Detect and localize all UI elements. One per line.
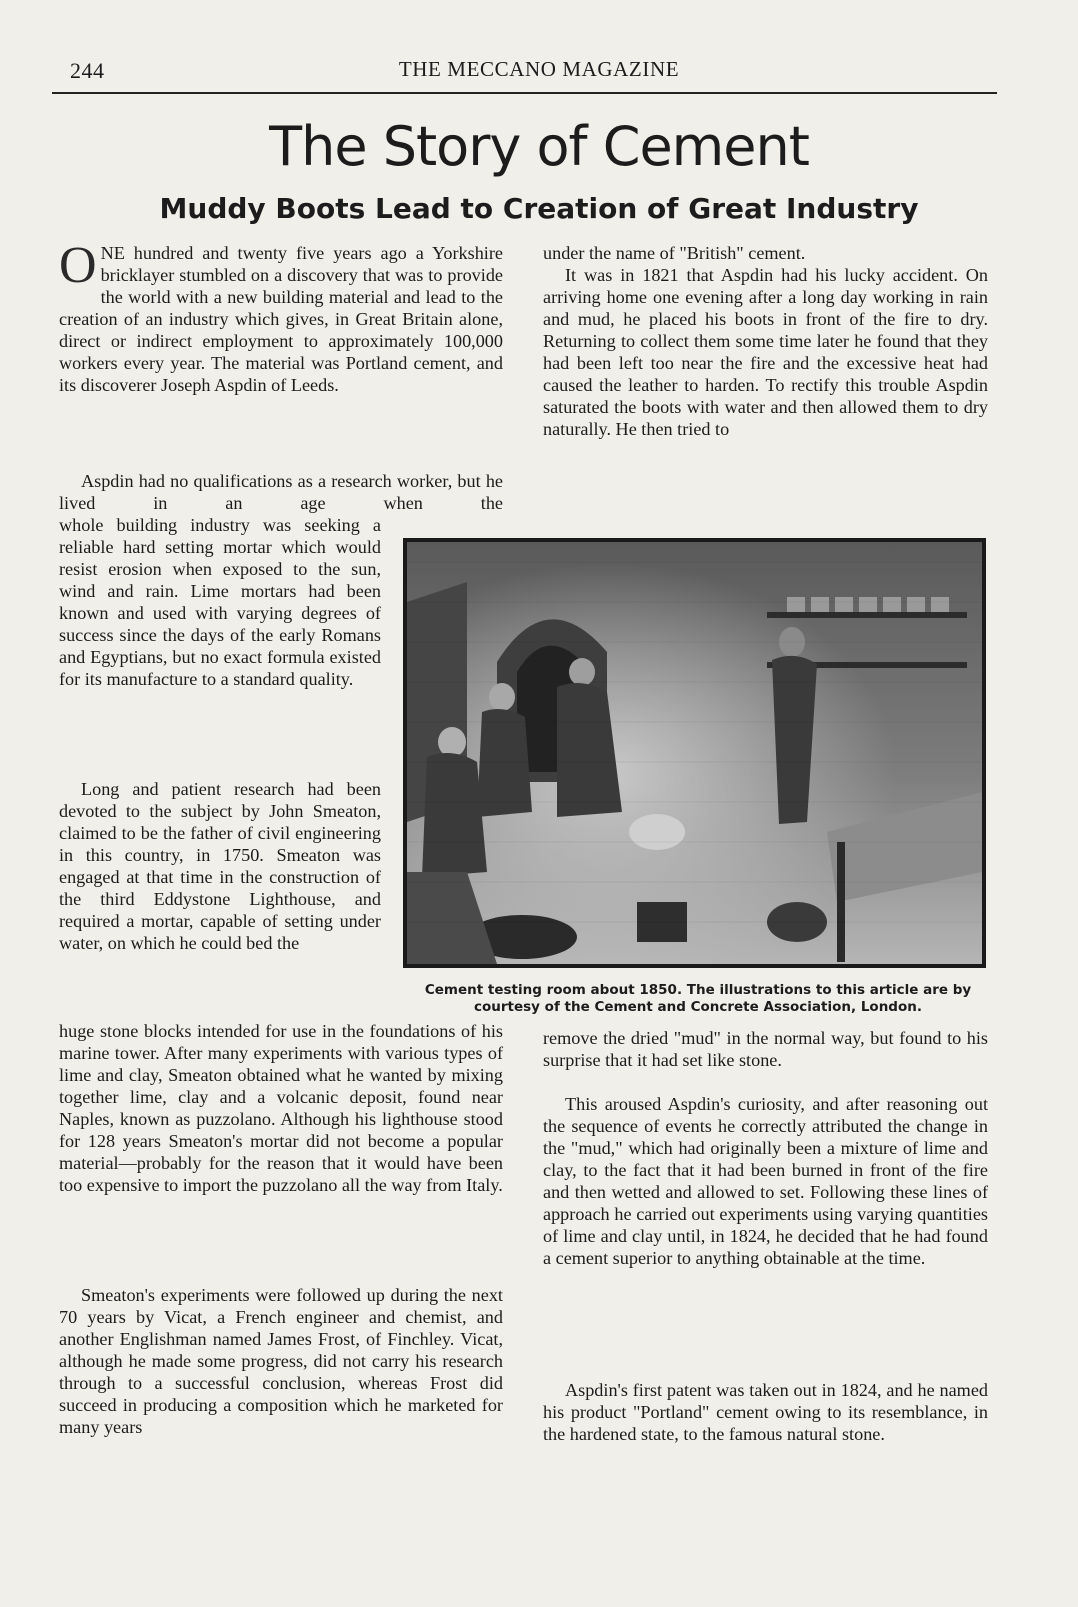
paragraph-set-like-stone: remove the dried "mud" in the normal way, but found to his surprise that it had set like stone.	[543, 1028, 988, 1070]
paragraph-mortar: whole building industry was seeking a reliable hard setting mortar which would resist erosion when exposed to the sun, wind and rain. Lime mortars had been known and used with varying degrees of success since the days of the early Romans and Egyptians, but no exact formula existed for its manufacture to a standard quality.	[59, 515, 381, 689]
paragraph-opening-text: NE hundred and twenty five years ago a Yorkshire bricklayer stumbled on a discovery that was to provide the world with a new building material and lead to the creation of an industry which gives, in Great Britain alone, direct or indirect employment to approximately 100,000 workers every year. The material was Portland cement, and its discoverer Joseph Aspdin of Leeds.	[59, 243, 503, 395]
paragraph-patent: Aspdin's first patent was taken out in 1824, and he named his product "Portland" cement owing to its resemblance, in the hardened state, to the famous natural stone.	[543, 1380, 988, 1444]
paragraph-opening	[59, 237, 503, 396]
article-title: The Story of Cement	[269, 115, 809, 178]
cement-testing-room-photo	[403, 538, 986, 968]
figure-caption: Cement testing room about 1850. The illustrations to this article are by courtesy of the Cement and Concrete Association, London.	[424, 982, 972, 1015]
header-rule	[52, 92, 997, 94]
page-number: 244	[70, 58, 105, 83]
paragraph-smeaton-continued: huge stone blocks intended for use in the foundations of his marine tower. After many experiments with various types of lime and clay, Smeaton obtained what he wanted by mixing together lime, clay and a volcanic deposit, found near Naples, known as puzzolano. Although his lighthouse stood for 128 years Smeaton's mortar did not become a popular material—probably for the reason that it would have been too expensive to import the puzzolano all the way from Italy.	[59, 1021, 503, 1195]
article-subtitle: Muddy Boots Lead to Creation of Great Industry	[159, 192, 919, 225]
paragraph-curiosity: This aroused Aspdin's curiosity, and after reasoning out the sequence of events he correctly attributed the change in the "mud," which had originally been a mixture of lime and clay, to the fact that it had been burned in front of the fire and then wetted and allowed to set. Following these lines of approach he carried out experiments using varying quantities of lime and clay until, in 1824, he decided that he had found a cement superior to anything obtainable at the time.	[543, 1094, 988, 1268]
paragraph-british-cement: under the name of "British" cement.	[543, 243, 806, 263]
paragraph-aspdin-intro: Aspdin had no qualifications as a research worker, but he lived in an age when the	[59, 471, 503, 513]
paragraph-lucky-accident: It was in 1821 that Aspdin had his lucky accident. On arriving home one evening after a long day working in rain and mud, he placed his boots in front of the fire to dry. Returning to collect them some time later he found that they had been left too near the fire and the excessive heat had caused the leather to harden. To rectify this trouble Aspdin saturated the boots with water and then allowed them to dry naturally. He then tried to	[543, 265, 988, 439]
paragraph-smeaton: Long and patient research had been devoted to the subject by John Smeaton, claimed to be the father of civil engineering in this country, in 1750. Smeaton was engaged at that time in the construction of the third Eddystone Lighthouse, and required a mortar, capable of setting under water, on which he could bed the	[59, 779, 381, 953]
paragraph-vicat-frost: Smeaton's experiments were followed up during the next 70 years by Vicat, a French engineer and chemist, and another Englishman named James Frost, of Finchley. Vicat, although he made some progress, did not carry his research through to a successful conclusion, whereas Frost did succeed in producing a composition which he marketed for many years	[59, 1285, 503, 1437]
drop-cap: O	[59, 237, 97, 294]
running-header: THE MECCANO MAGAZINE	[398, 57, 680, 81]
